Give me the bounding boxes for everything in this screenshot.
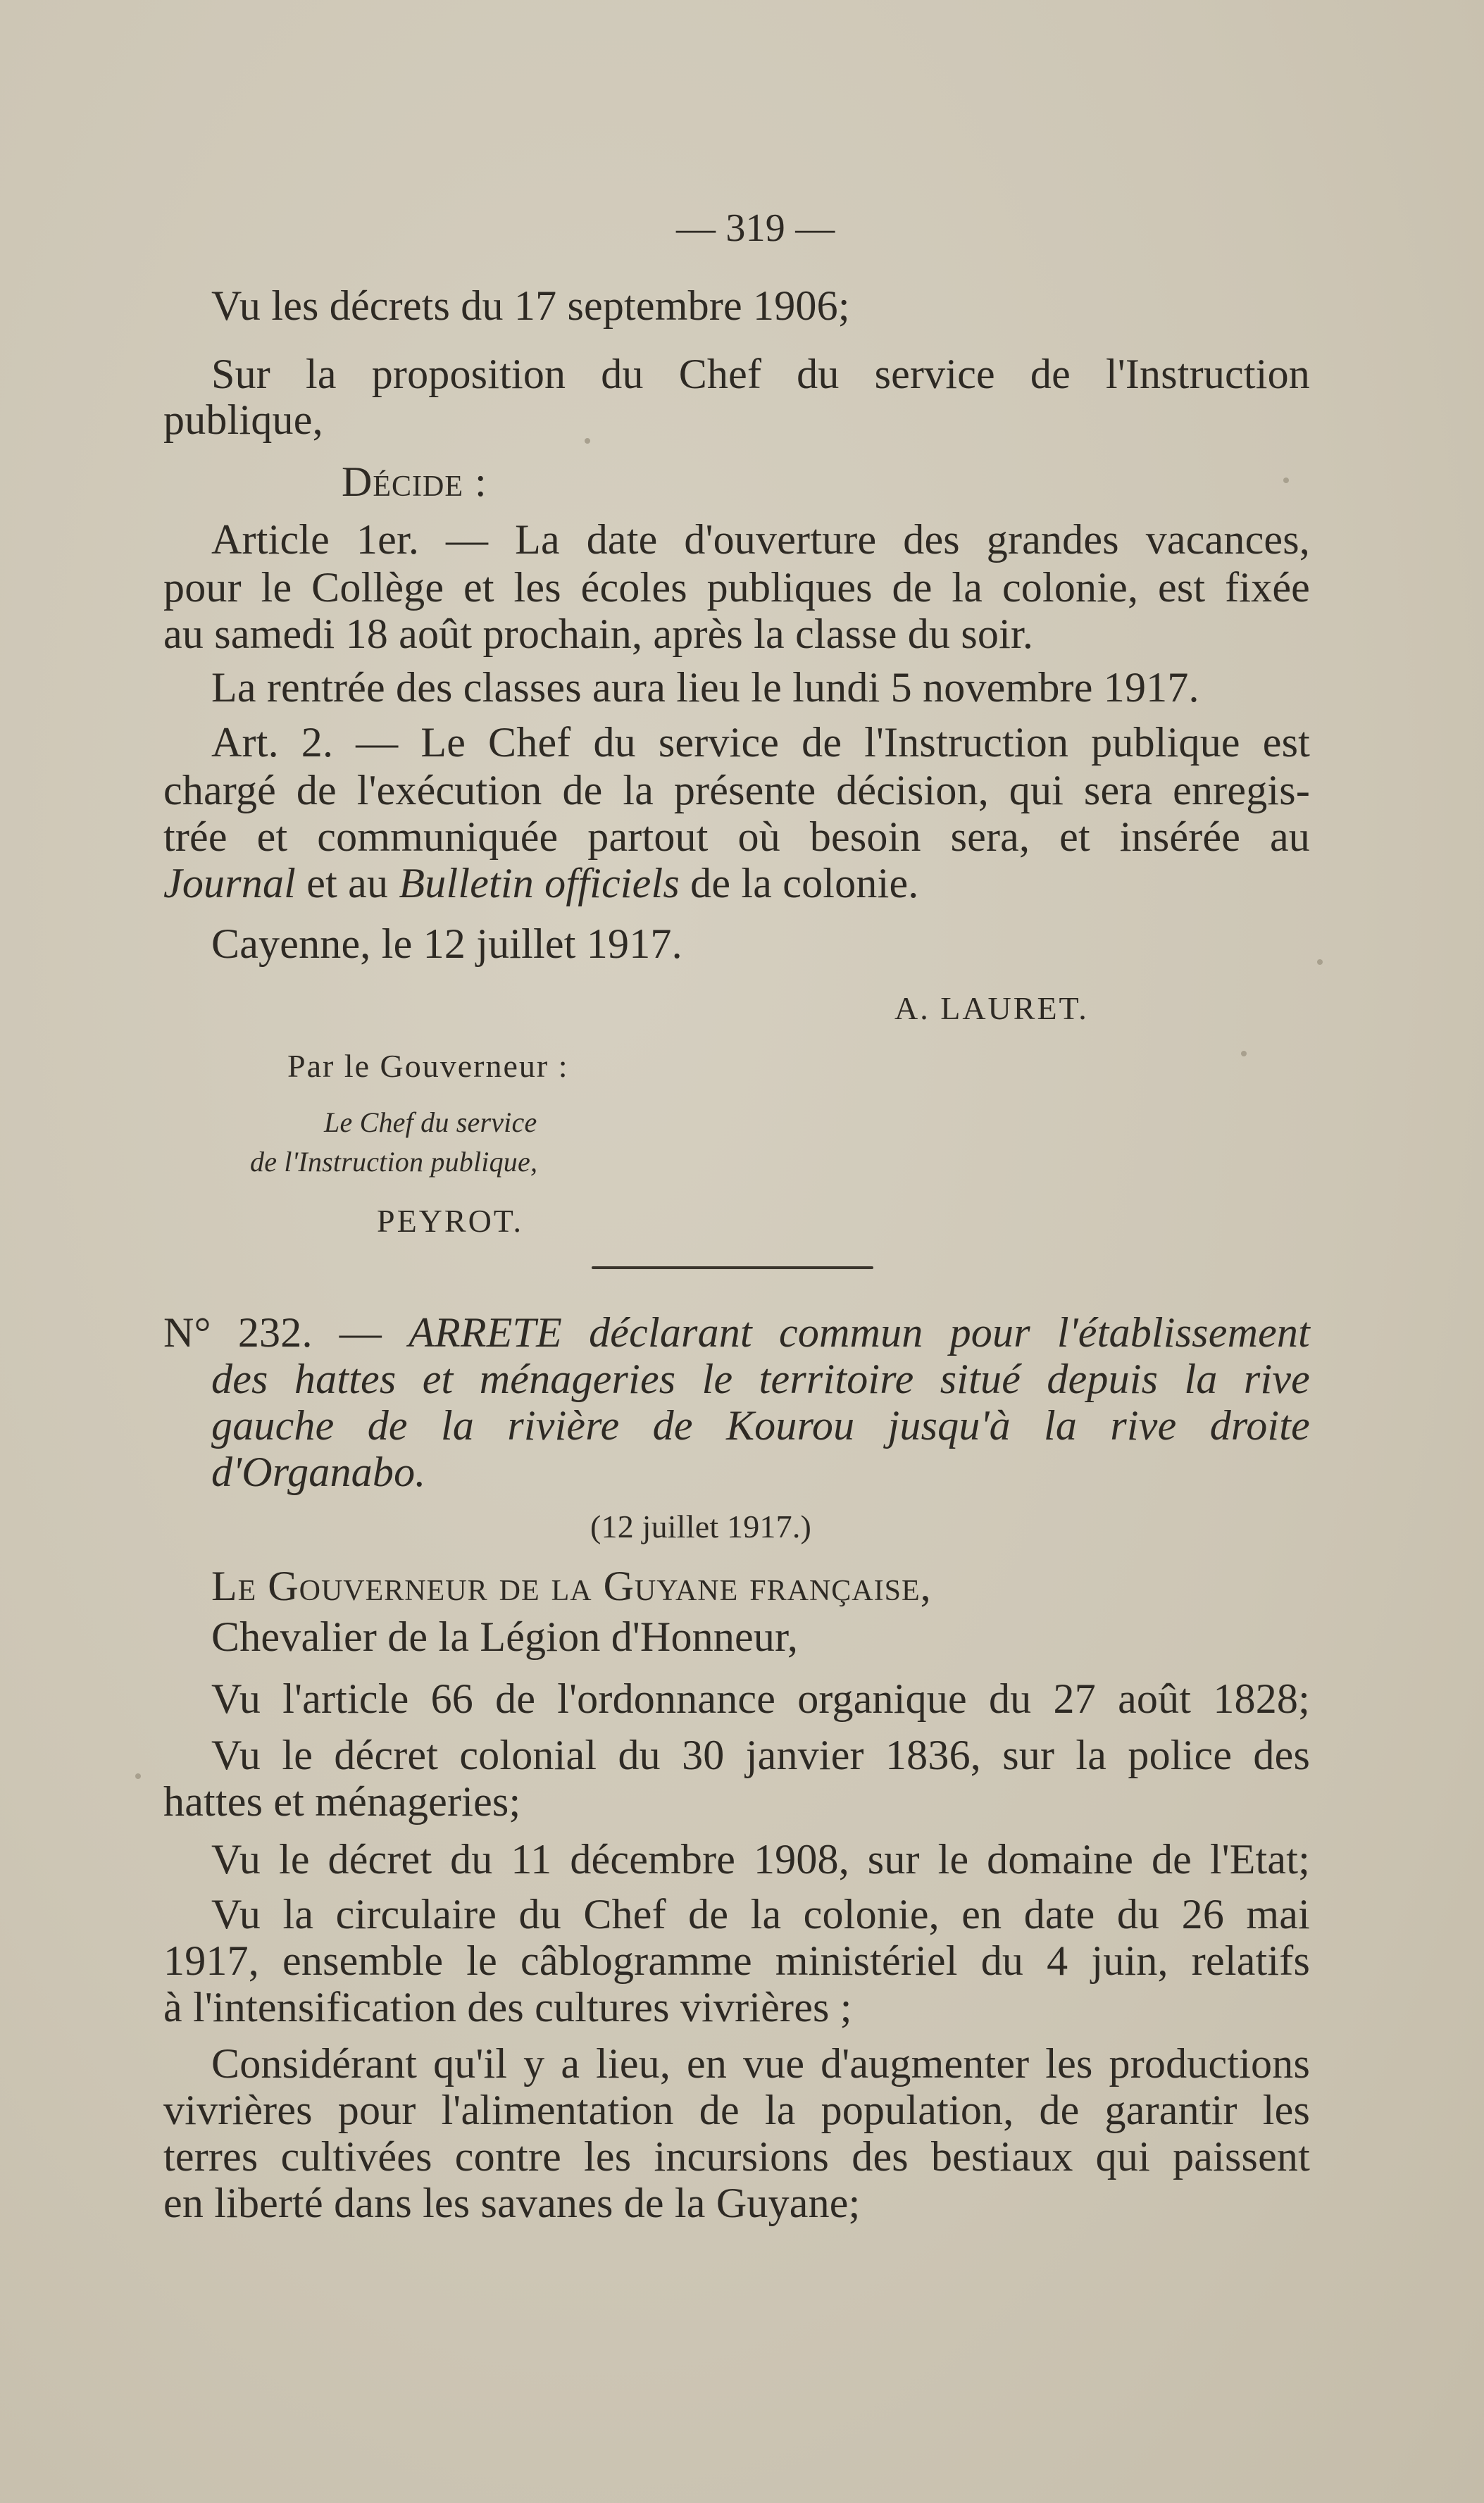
paper-speck [1317, 959, 1323, 965]
vu-decret-colonial-line-1: Vu le décret colonial du 30 janvier 1836, sur la police des [211, 1732, 1310, 1778]
vu-decret-colonial-line-2: hattes et ménageries; [163, 1778, 521, 1825]
vu-article-66: Vu l'article 66 de l'ordonnance organique du 27 août 1828; [211, 1675, 1310, 1722]
article1-line-2: pour le Collège et les écoles publiques de la colonie, est fixée [163, 564, 1310, 611]
paper-speck [1283, 477, 1289, 483]
paper-speck [135, 1773, 141, 1779]
article2-line-4-mid: et au [296, 860, 399, 906]
date-line: Cayenne, le 12 juillet 1917. [211, 920, 682, 967]
considerant-line-2: vivrières pour l'alimentation de la population, de garantir les [163, 2087, 1310, 2133]
article2-line-4 [163, 859, 918, 907]
chef-service-line-2: de l'Instruction publique, [250, 1146, 538, 1178]
considerant-line-4: en liberté dans les savanes de la Guyane; [163, 2180, 861, 2226]
vu-decret-1908: Vu le décret du 11 décembre 1908, sur le domaine de l'Etat; [211, 1836, 1310, 1883]
article1-line-1: Article 1er. — La date d'ouverture des grandes vacances, [211, 516, 1310, 563]
rentree-line: La rentrée des classes aura lieu le lundi 5 novembre 1917. [211, 664, 1199, 711]
signature-lauret: A. LAURET. [894, 990, 1089, 1026]
sur-proposition-line-1: Sur la proposition du Chef du service de l'Instruction [211, 351, 1310, 397]
section-divider [592, 1266, 873, 1269]
bulletin-italic: Bulletin officiels [399, 860, 680, 906]
article2-line-1: Art. 2. — Le Chef du service de l'Instruction publique est [211, 719, 1310, 766]
vu-circulaire-line-2: 1917, ensemble le câblogramme ministériel du 4 juin, relatifs [163, 1937, 1310, 1984]
decide-heading: Décide : [342, 458, 487, 505]
arrete-title-start: ARRETE déclarant commun pour l'établissement [409, 1309, 1310, 1356]
article1-line-3: au samedi 18 août prochain, après la classe du soir. [163, 611, 1034, 657]
article2-line-3: trée et communiquée partout où besoin sera, et insérée au [163, 813, 1310, 860]
gouverneur-line-1: Le Gouverneur de la Guyane française, [211, 1563, 932, 1609]
chef-service-line-1: Le Chef du service [324, 1106, 537, 1138]
par-le-gouverneur: Par le Gouverneur : [287, 1048, 569, 1084]
vu-circulaire-line-3: à l'intensification des cultures vivrières ; [163, 1984, 852, 2030]
arrete-title-line-3: gauche de la rivière de Kourou jusqu'à la rive droite [211, 1402, 1310, 1449]
journal-italic: Journal [163, 860, 297, 906]
arrete-date: (12 juillet 1917.) [590, 1509, 812, 1544]
article2-line-4-end: de la colonie. [679, 860, 919, 906]
signature-peyrot: PEYROT. [377, 1203, 523, 1239]
arrete-title-line-1 [163, 1309, 1310, 1356]
paper-speck [585, 438, 590, 444]
arrete-number: N° 232. — [163, 1309, 409, 1356]
vu-decrets-line: Vu les décrets du 17 septembre 1906; [211, 282, 850, 329]
paper-speck [1241, 1051, 1247, 1056]
arrete-title-line-4: d'Organabo. [211, 1449, 426, 1495]
sur-proposition-line-2: publique, [163, 397, 323, 443]
arrete-title-line-2: des hattes et ménageries le territoire situé depuis la rive [211, 1356, 1310, 1402]
page-number: — 319 — [676, 206, 835, 250]
article2-line-2: chargé de l'exécution de la présente décision, qui sera enregis- [163, 767, 1310, 813]
vu-circulaire-line-1: Vu la circulaire du Chef de la colonie, en date du 26 mai [211, 1891, 1310, 1937]
considerant-line-1: Considérant qu'il y a lieu, en vue d'augmenter les productions [211, 2040, 1310, 2087]
gouverneur-line-2: Chevalier de la Légion d'Honneur, [211, 1613, 799, 1660]
considerant-line-3: terres cultivées contre les incursions des bestiaux qui paissent [163, 2133, 1310, 2180]
